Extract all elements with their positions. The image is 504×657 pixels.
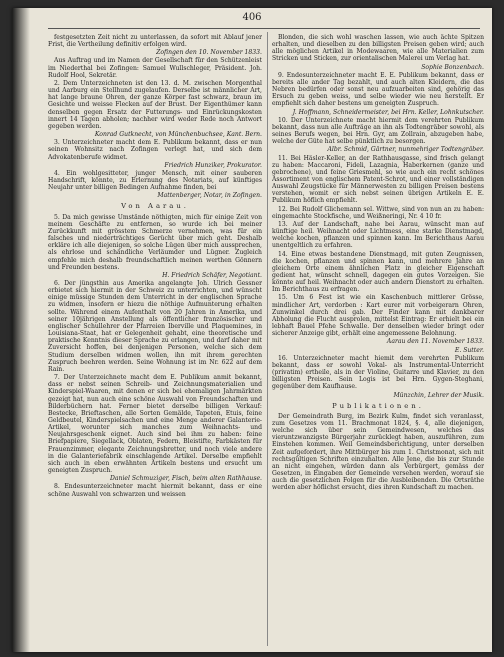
signature-line: Konrad Gutknecht, von Münchenbuchsee, Kant. Bern. <box>94 131 262 139</box>
notice-paragraph: 14. Eine etwas bestandene Dienstmagd, mit guten Zeugnissen, die kochen, pflanzen und spinnen kann, und mehrere Jahre an gleichem Orte einem ähnlichen Platz in gleicher Eigenschaft gedient hat, wünscht schnell, dagegen ein gutes Vorzeigen. Sie könnte auf heil. Weihnacht oder auch andern Dienstort zu erhalten. Im Berichthaus zu erfragen. <box>272 250 484 294</box>
section-heading: Von Aarau. <box>121 202 189 211</box>
column-divider <box>267 32 268 646</box>
notice-paragraph: 6. Der jüngsthin aus Amerika angelangte Joh. Ulrich Gessner erbietet sich hiermit in der Schweiz zu unterrichten, und wünscht einige müssige Stunden dem Unterricht in der englischen Sprache zu widmen, insofern er hiezu die nöthige Aufmunterung erhalten sollte. Während einem Aufenthalt von 20 Jahren in Amerika, und seiner 10jährigen Anstellung als öffentlicher französischer und englischer Schullehrer der Pfarreien Iberville und Plaquemines, in Louisiana-Staat, hat er Gelegenheit gehabt, eine theoretische und praktische Kenntnis dieser Sprache zu erlangen, und darf daher mit Zuversicht hoffen, bei denjenigen Personen, welche sich dem Studium derselben widmen wollen, ihn mit ihrem gerechten Zuspruch beehren werden. Seine Wohnung ist im Nr. 622 auf dem Rain. <box>48 280 262 373</box>
notice-paragraph: 15. Um 6 Fest ist wie ein Kaschenbuch mittlerer Grösse, mindlicher Art, verdorben : Kart eurer mit vorbeigerarn Ohren, Zunwinkel durch drei gab. Der Finder kann mit dankbarer Abholung die Flucht ausprolen, mittelst Eintrag: Er erhielt bei ein lebhaft Bauel Pfehe Schwalle. Der denselben wieder bringt oder sicherer Anzeige gibt, erhält eine angemessene Belohnung. <box>272 294 484 338</box>
notice-paragraph: 7. Der Unterzeichnete macht dem E. Publikum anmit bekannt, dass er nebst seinen Schreib- und Zeichnungsmaterialien und Kinderspiel-Waaren, mit denen er sich bei ehemaligen Jahrmärkten gezeigt hat, nun auch eine schöne Auswahl von Freundschaften und Bilderbüchern hat. Ferner bietet derselbe billigen Verkauf: Bestecke, Brieftaschen, alle Sorten Gemälde, Tapeten, Etuis, feine Geldbeutel, Kinderspielsachen und eine Menge anderer Galanterie-Artikel, worunter sich manches zum Weihnachts- und Neujahrsgeschenk eignet. Auch sind bei ihm zu haben: feine Briefpapiere, Siegellack, Oblaten, Federn, Bleistifte, Farbkästen für Frauenzimmer, elegante Zeichnungsbretter, und noch viele andere in die Galanteriefabrik einschlagende Artikel. Derselbe empfiehlt sich auch in eben erwähnten Artikeln bestens und ersucht um geneigten Zuspruch. <box>48 374 262 475</box>
signature-line: Mattenberger, Notar, in Zofingen. <box>157 192 262 200</box>
notice-paragraph: 9. Endesunterzeichneter macht E. E. Publikum bekannt, dass er bereits alle ander Tag bezahlt, und auch alten Kleidern, die das Nebren bedürfen oder sonst neu aufzuarbeiten sind, gehörig das Ersuch zu geben weiss, und selbe wieder wie neu herstellt. Er empfiehlt sich daher bestens um geneigten Zuspruch. <box>272 71 484 108</box>
notice-paragraph: 11. Bei Häsler-Keller, an der Rathhausgasse, sind frisch gelangt zu haben: Maccaroni, Fideli, Lazagnia, Haberkernen (ganze und gebrochene), und feine Griesmehl, so wie auch ein recht schönes Assortiment von englischem Patent-Schrot, und einer vollständigen Auswahl Zeugstücke für Männerwesten zu billigen Preisen bestens verstehen, womit er sich nebst seinen übrigen Artikeln E. E. Publikum höflich empfiehlt. <box>272 154 484 205</box>
signature-line: H. Friedrich Schäfer, Negotiant. <box>162 271 262 279</box>
signature-line: Daniel Schmuziger, Fisch, beim alten Rathhause. <box>110 475 262 483</box>
notice-paragraph: 2. Dem Unterzeichneten ist den 13. d. M. zwischen Morgenthal und Aarburg ein Stellhund zugelaufen. Derselbe ist männlicher Art, hat lange braune Ohren, der ganze Körper fast schwarz, braun im Gesichte und weisse Flecken auf der Brust. Der Eigenthümer kann denselben gegen Ersatz der Futterungs- und Einrückungskosten innert 14 Tagen abholen; nachher wird weder Rede noch Antwort gegeben werden. <box>48 79 262 130</box>
left-column <box>48 34 262 646</box>
page-number: 406 <box>242 12 262 23</box>
notice-paragraph: 4. Ein wohlgesitteter, junger Mensch, mit einer sauberen Handschrift, könnte, zu Erlernung des Notariats, auf künftiges Neujahr unter billigen Bedingen Aufnahme finden, bei <box>48 169 262 192</box>
notice-paragraph: 3. Unterzeichneter macht dem E. Publikum bekannt, dass er nun seinen Wohnsitz nach Zofingen verlegt hat, und sich dem Advokatenberufe widmet. <box>48 139 262 161</box>
signature-line: Friedrich Hunziker, Prokurator. <box>164 161 262 169</box>
notice-paragraph: 12. Bei Rudolf Glichemann sel. Wittwe, sind von nun an zu haben: eingemachte Stockfische, und Weißneringi, Nr. 4 10 fr. <box>272 205 484 220</box>
signature-line: Aarau den 11. November 1833. <box>386 338 484 346</box>
notice-paragraph: 16. Unterzeichneter macht hiemit dem verehrten Publikum bekannt, dass er sowohl Vokal- als Instrumental-Unterricht (privatim) ertheile, als in der Violine, Guitarre und Klavier, zu den billigsten Preisen. Sein Logis ist bei Hrn. Gygen-Steghani, gegenüber dem Kaufhause. <box>272 354 484 391</box>
notice-paragraph: Aus Auftrag und im Namen der Gesellschaft für den Schützenleist im Niederthal bei Zofingen: Samuel Wullschleger, Präsident. Joh. Rudolf Hool, Sekretär. <box>48 57 262 79</box>
signature-line: E. Sutter. <box>454 346 484 354</box>
notice-paragraph: 10. Der Unterzeichnete macht hiermit dem verehrten Publikum bekannt, dass nun alle Aufträge an ihn als Todtengräber sowohl, als seines Berufs wegen, bei Hrn. Gyr, am Zollrain, abzugeben habe, welche der Güte hat selbe pünktlich zu besorgen. <box>272 116 484 146</box>
right-column <box>272 34 484 646</box>
notice-paragraph: 5. Da mich gewisse Umstände nöthigten, mich für einige Zeit von meinem Geschäfte zu entfernen, so wurde ich bei meiner Zurückkunft mit grösstem Schmerze vernehmen, was für ein falsches und niederträchtiges Gerücht über mich geht. Deshalb erkläre ich alle diejenigen, so solche Lügen über mich aussprechen, als ehrlose und schändliche Verläumder und Lügner. Zugleich empfehle mich deshalb freundschaftlich meinen werthen Gönnern und Freunden bestens. <box>48 213 262 271</box>
section-heading: Publikationen. <box>332 401 424 410</box>
signature-line: Albr. Schmid, Gärtner, nunmehriger Todtengräber. <box>327 146 484 154</box>
notice-paragraph: Blonden, die sich wohl waschen lassen, wie auch ächte Spitzen erhalten, und dieselben zu den billigsten Preisen geben wird; auch alle möglichen Artikel in Modewaaren, wie alle Materialien zum Stricken und Sticken, zur orientalischen Malerei um Verlag hat. <box>272 34 484 63</box>
newspaper-page <box>12 8 492 652</box>
header-rule <box>48 28 480 29</box>
signature-line: J. Hoffmann, Schneidermeister, bei Hrn. Keller, Lohnkutscher. <box>292 108 484 116</box>
notice-paragraph: 13. Auf der Landschaft, nahe bei Aarau, wünscht man auf künftige heil. Weihnacht oder Lichtmess, eine starke Dienstmagd, welche kochen, pflanzen und spinnen kann. Im Berichthaus Aarau unentgeltlich zu erfahren. <box>272 220 484 250</box>
notice-paragraph: festgesetzten Zeit nicht zu unterlassen, da sofort mit Ablauf jener Frist, die Vertheilung definitiv erfolgen wird. <box>48 34 262 49</box>
notice-paragraph: Der Gemeindrath Burg, im Bezirk Kulm, findet sich veranlasst, zum Gesetzes vom 11. Brachmonat 1824, §. 4, alle diejenigen, welche sich über sein Gemeindwesen, welches das vieruntzwanzigste Bürgerjahr zurücklegt haben, auszuführen, zum Einstehen kommen. Weil Gemeindsberichtigung, unter derselben Zeit aufgefordert, ihre Mittbürger bis zum 1. Christmonat, sich mit rechtsgültigen Schriften einzuhalten. Alle Jene, die bis zur Stunde an nicht eingehen, würden dann als Verbürgert, gemäss der Gesetzen, in Eingaben der Gemeinde versehen werden, worauf sie auch die gesetzlichen Folgen für die Ausbleibenden. Die Ortsräthe werden aber höflichst ersucht, dies ihren Kundschaft zu machen. <box>272 412 484 492</box>
binding-shadow <box>12 8 30 652</box>
signature-line: Zofingen den 10. November 1833. <box>156 49 262 57</box>
signature-line: Sophie Bonzenbach. <box>421 63 484 71</box>
signature-line: Münzchin, Lehrer der Musik. <box>393 391 484 399</box>
notice-paragraph: 8. Endesunterzeichneter macht hiermit bekannt, dass er eine schöne Auswahl von schwarzen und weissen <box>48 483 262 498</box>
